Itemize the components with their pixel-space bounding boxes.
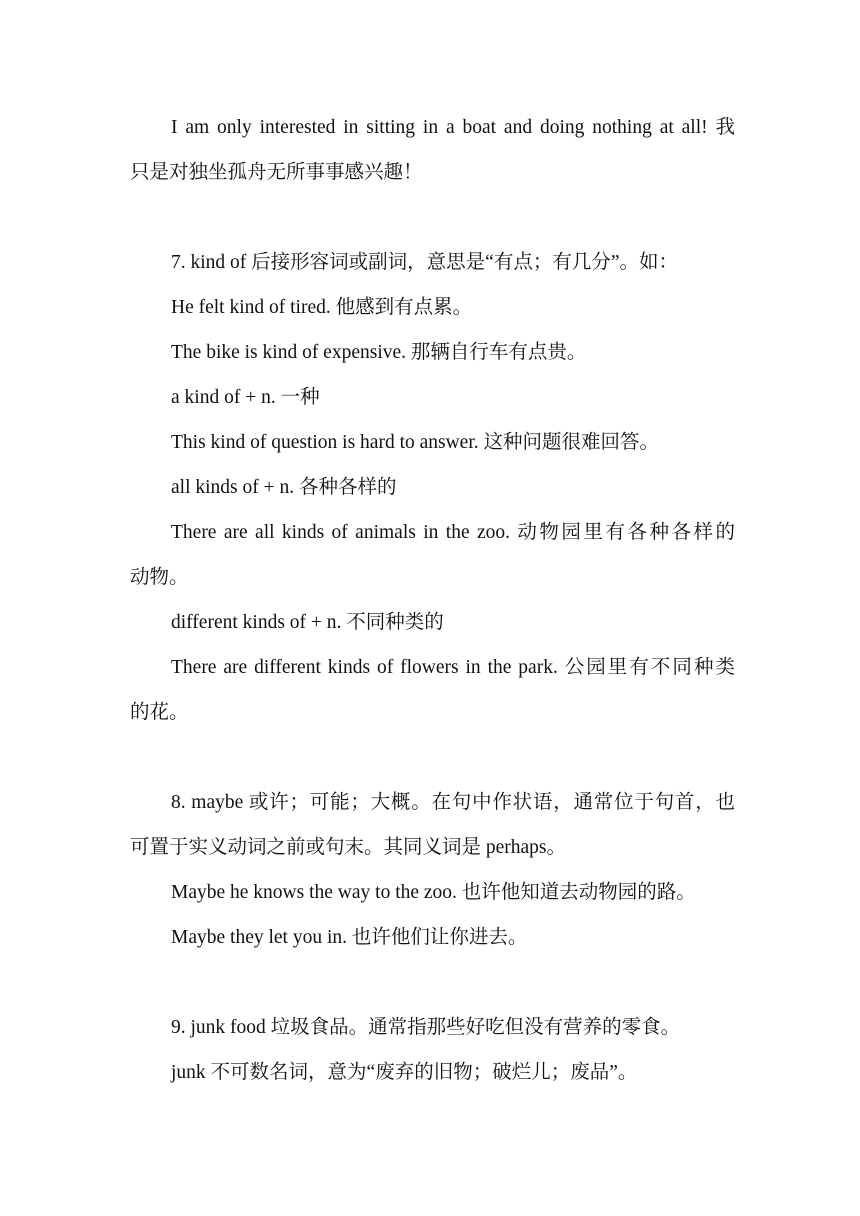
phrase-line: all kinds of + n. 各种各样的: [171, 477, 397, 498]
example-translation-line: 只是对独坐孤舟无所事事感兴趣！: [130, 162, 423, 183]
example-line: There are all kinds of animals in the zoo. 动物园里有各种各样的: [171, 522, 735, 543]
example-line: This kind of question is hard to answer. 这种问题很难回答。: [171, 432, 660, 453]
item-9-heading: 9. junk food 垃圾食品。通常指那些好吃但没有营养的零食。: [171, 1017, 681, 1038]
item-8-heading-continued: 可置于实义动词之前或句末。其同义词是 perhaps。: [130, 837, 567, 858]
item-8-heading: 8. maybe 或许；可能；大概。在句中作状语，通常位于句首，也: [171, 792, 735, 813]
example-line: He felt kind of tired. 他感到有点累。: [171, 297, 473, 318]
example-line: I am only interested in sitting in a boat and doing nothing at all! 我: [171, 117, 735, 138]
example-line: There are different kinds of flowers in the park. 公园里有不同种类: [171, 657, 735, 678]
example-line: The bike is kind of expensive. 那辆自行车有点贵。: [171, 342, 587, 363]
item-7-heading: 7. kind of 后接形容词或副词，意思是“有点；有几分”。如：: [171, 252, 678, 273]
phrase-line: different kinds of + n. 不同种类的: [171, 612, 444, 633]
example-line: Maybe he knows the way to the zoo. 也许他知道去动物园的路。: [171, 882, 696, 903]
example-line-continued: 动物。: [130, 567, 189, 588]
definition-line: junk 不可数名词，意为“废弃的旧物；破烂儿；废品”。: [171, 1062, 638, 1083]
example-line: Maybe they let you in. 也许他们让你进去。: [171, 927, 528, 948]
phrase-line: a kind of + n. 一种: [171, 387, 320, 408]
example-line-continued: 的花。: [130, 702, 189, 723]
